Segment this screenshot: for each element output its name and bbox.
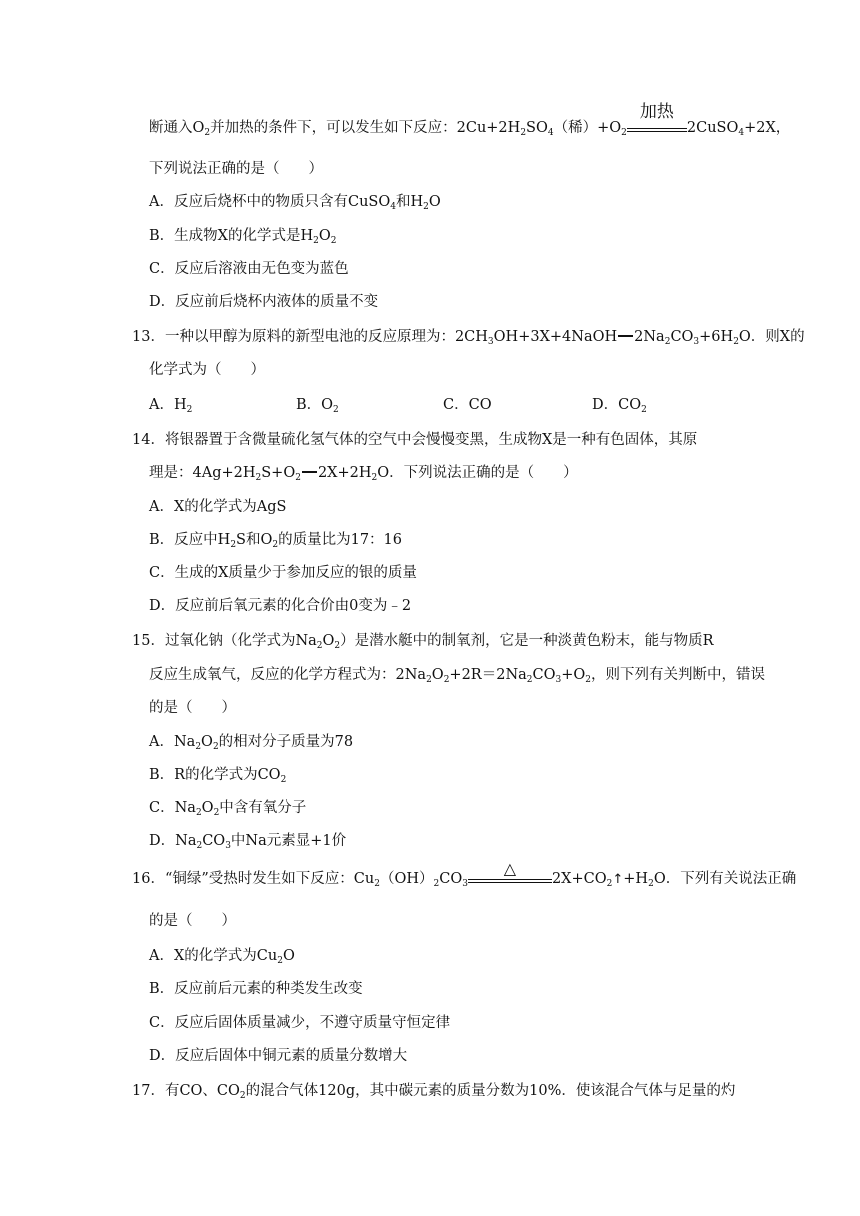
q15-stem-line-3: 的是（ ） [149, 700, 236, 716]
q14-option-d: D．反应前后氧元素的化合价由0变为﹣2 [149, 598, 412, 614]
subscript: 2 [239, 1091, 246, 1101]
q17-stem-line-1 [132, 1081, 735, 1101]
text: A．Na [149, 734, 196, 750]
subscript: 2 [371, 473, 378, 483]
text: SO [526, 120, 548, 136]
subscript: 2 [621, 128, 627, 138]
subscript: 2 [443, 675, 450, 685]
q12-option-b [149, 226, 336, 246]
text: +2X， [744, 120, 791, 136]
gas-arrow-icon: ↑ [612, 872, 624, 887]
subscript: 2 [648, 879, 654, 889]
text: OH+3X+4NaOH [493, 329, 618, 345]
subscript: 2 [433, 879, 440, 889]
q16-option-c: C．反应后固体质量减少，不遵守质量守恒定律 [149, 1015, 451, 1031]
text: +6H [699, 329, 734, 345]
text: B．O [296, 397, 334, 413]
text: B．R的化学式为CO [149, 767, 281, 783]
text: B．生成物X的化学式是H [149, 228, 314, 244]
subscript: 4 [738, 128, 745, 138]
text: 反应生成氧气，反应的化学方程式为：2Na [149, 667, 427, 683]
q12-option-c: C．反应后溶液由无色变为蓝色 [149, 261, 349, 277]
q15-stem-line-1 [132, 631, 714, 651]
q12-stem-line-1 [149, 102, 791, 138]
subscript: 3 [693, 337, 700, 347]
q13-option-d [592, 395, 647, 415]
q15-option-d [149, 831, 346, 851]
text: 2CuSO [686, 120, 739, 136]
subscript: 2 [313, 236, 319, 246]
text: 理是：4Ag+2H [149, 465, 256, 481]
q13-option-c: C．CO [443, 397, 492, 413]
text: O．下列有关说法正确 [653, 871, 797, 887]
text: 断通入O [149, 120, 205, 136]
subscript: 2 [664, 337, 671, 347]
subscript: 2 [520, 128, 527, 138]
text: O．则X的 [738, 329, 805, 345]
q12-stem-line-2: 下列说法正确的是（ ） [149, 161, 323, 177]
text: 中Na元素显+1价 [230, 833, 347, 849]
text: CO [202, 833, 226, 849]
text: 2X+CO [551, 871, 607, 887]
text: （OH） [379, 871, 434, 887]
q13-stem-line-2: 化学式为（ ） [149, 362, 265, 378]
subscript: 2 [204, 128, 211, 138]
q15-option-b [149, 765, 286, 785]
q14-option-a: A．X的化学式为AgS [149, 499, 287, 515]
text: A．X的化学式为Cu [149, 948, 278, 964]
subscript: 2 [186, 405, 193, 415]
subscript: 3 [225, 841, 231, 851]
text: O [201, 800, 214, 816]
subscript: 2 [526, 675, 533, 685]
subscript: 3 [462, 879, 468, 889]
condition-label: 加热 [639, 102, 674, 122]
subscript: 4 [547, 128, 554, 138]
text: （稀）+O [553, 120, 622, 136]
subscript: 2 [334, 641, 341, 651]
text: D．Na [149, 833, 197, 849]
subscript: 2 [641, 405, 647, 415]
q14-option-c: C．生成的X质量少于参加反应的银的质量 [149, 565, 417, 581]
q15-option-a [149, 732, 353, 752]
q13-option-b [296, 395, 339, 415]
text: 2Na [634, 329, 665, 345]
subscript: 2 [280, 775, 287, 785]
text: 17．有CO、CO [132, 1083, 240, 1099]
subscript: 2 [272, 540, 279, 550]
text: +O [561, 667, 586, 683]
text: 并加热的条件下，可以发生如下反应：2Cu+2H [210, 120, 521, 136]
text: CO [439, 871, 463, 887]
text: O [322, 633, 335, 649]
q13-stem-line-1 [132, 327, 805, 347]
text: A．反应后烧杯中的物质只含有CuSO [149, 194, 391, 210]
text: O [318, 228, 331, 244]
q15-stem-line-2 [149, 665, 765, 685]
reaction-condition-heating [627, 102, 687, 132]
text: ）是潜水艇中的制氧剂，它是一种淡黄色粉末，能与物质R [340, 633, 714, 649]
text: CO [670, 329, 694, 345]
subscript: 2 [196, 841, 203, 851]
q16-option-b: B．反应前后元素的种类发生改变 [149, 981, 363, 997]
text: +2R＝2Na [449, 667, 527, 683]
text: O．下列说法正确的是（ ） [377, 465, 578, 481]
reaction-condition-heat [468, 859, 552, 883]
text: ，则下列有关判断中，错误 [591, 667, 766, 683]
subscript: 2 [295, 473, 301, 483]
text: S+O [261, 465, 296, 481]
text: S和O [236, 532, 273, 548]
q16-stem-line-1 [132, 859, 797, 890]
text: 的相对分子质量为78 [218, 734, 354, 750]
subscript: 2 [426, 675, 432, 685]
subscript: 3 [487, 337, 494, 347]
delta-icon: △ [503, 859, 517, 878]
q13-option-a [149, 395, 192, 415]
text: 16．“铜绿”受热时发生如下反应：Cu [132, 871, 375, 887]
q14-stem-line-1: 14．将银器置于含微量硫化氢气体的空气中会慢慢变黑，生成物X是一种有色固体，其原 [132, 432, 698, 448]
subscript: 2 [212, 742, 219, 752]
subscript: 2 [316, 641, 323, 651]
equals-bar [302, 471, 317, 473]
text: 和H [395, 194, 424, 210]
subscript: 2 [333, 405, 339, 415]
q16-stem-line-2: 的是（ ） [149, 913, 236, 929]
subscript: 2 [213, 808, 220, 818]
subscript: 2 [585, 675, 592, 685]
subscript: 2 [230, 540, 237, 550]
subscript: 2 [195, 742, 202, 752]
text: CO [532, 667, 556, 683]
text: 的混合气体120g，其中碳元素的质量分数为10%．使该混合气体与足量的灼 [245, 1083, 736, 1099]
subscript: 2 [255, 473, 262, 483]
subscript: 2 [606, 879, 613, 889]
text: D．CO [592, 397, 642, 413]
equals-bar [618, 335, 633, 337]
q14-option-b [149, 530, 402, 550]
text: 中含有氧分子 [219, 800, 307, 816]
text: B．反应中H [149, 532, 231, 548]
text: O [201, 734, 213, 750]
text: C．Na [149, 800, 196, 816]
text: O [431, 667, 444, 683]
q15-option-c [149, 798, 306, 818]
subscript: 2 [374, 879, 380, 889]
subscript: 4 [390, 202, 396, 212]
subscript: 2 [423, 202, 429, 212]
text: A．H [149, 397, 187, 413]
subscript: 2 [733, 337, 739, 347]
subscript: 2 [195, 808, 202, 818]
q12-option-a [149, 192, 441, 212]
text: 13．一种以甲醇为原料的新型电池的反应原理为：2CH [132, 329, 488, 345]
q12-option-d: D．反应前后烧杯内液体的质量不变 [149, 294, 379, 310]
q14-stem-line-2 [149, 463, 578, 483]
subscript: 2 [277, 956, 283, 966]
text: O [282, 948, 295, 964]
subscript: 3 [555, 675, 562, 685]
text: 的质量比为17：16 [278, 532, 403, 548]
q16-option-d: D．反应后固体中铜元素的质量分数增大 [149, 1048, 408, 1064]
text: O [428, 194, 441, 210]
text: +H [623, 871, 649, 887]
text: 15．过氧化钠（化学式为Na [132, 633, 317, 649]
q16-option-a [149, 946, 295, 966]
text: 2X+2H [317, 465, 372, 481]
subscript: 2 [330, 236, 337, 246]
